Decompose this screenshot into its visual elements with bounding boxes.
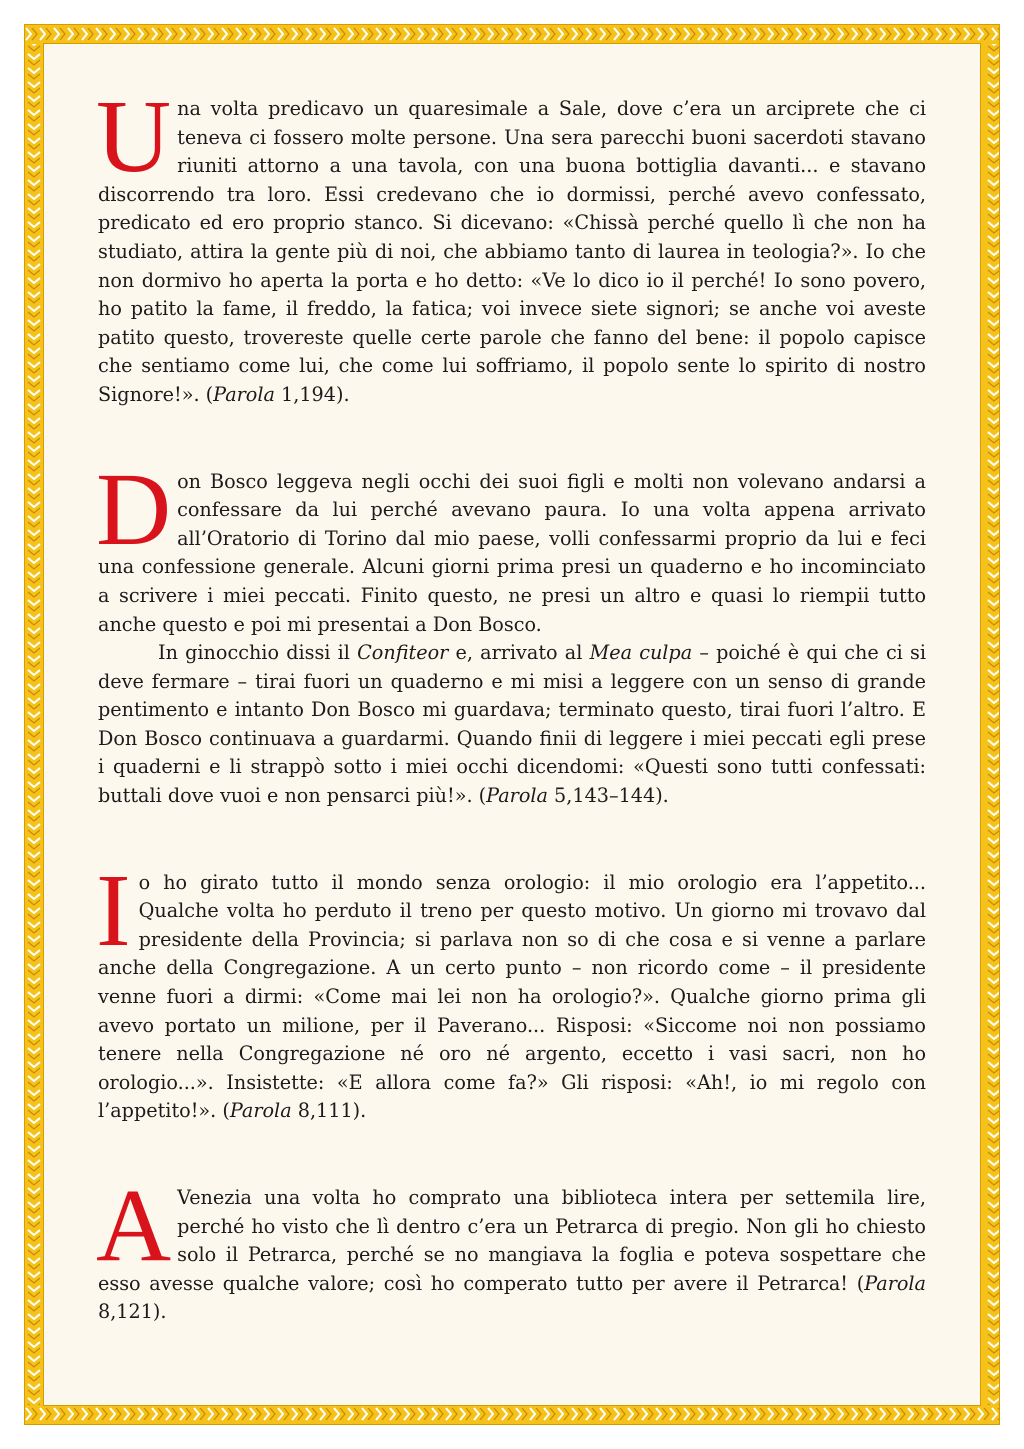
story-text: o ho girato tutto il mondo senza orologio: il mio orologio era l’appetito... Qualche volta ho perduto il treno per questo motivo. Un giorno mi trovavo dal presidente della Provincia; si parlava non so di che cosa e si venne a parlare anche della Congregazione. A un certo punto – non ricordo come – il presidente venne fuori a dirmi: «Come mai lei non ha orologio?». Qualche giorno prima gli avevo portato un milione, per il Paverano... Risposi: «Siccome noi non possiamo tenere nella Congregazione né oro né argento, eccetto i vasi sacri, non ho orologio...». Insistette: «E allora come fa?» Gli risposi: «Ah!, io mi regolo con l’appetito!». ( [98,870,926,1123]
reference-work: Parola [486,784,548,808]
latin-term: Confiteor [357,641,449,665]
story-3 [96,852,926,1126]
dropcap: D [96,451,172,567]
story-text: e, arrivato al [448,641,590,665]
reference-page: 5,143–144). [547,784,669,808]
reference-page: 8,121). [98,1300,167,1324]
story-2 [96,451,926,640]
story-4 [96,1168,926,1327]
reference-work: Parola [864,1271,926,1295]
page-content [96,79,926,1327]
story-text: on Bosco leggeva negli occhi dei suoi figli e molti non volevano andarsi a confessare da lui perché avevano paura. Io una volta appena arrivato all’Oratorio di Torino dal mio paese, volli confessarmi proprio da lui e feci una confessione generale. Alcuni giorni prima presi un quaderno e ho incominciato a scrivere i miei peccati. Finito questo, ne presi un altro e quasi lo riempii tutto anche questo e poi mi presentai a Don Bosco. [98,469,926,636]
story-text: – poiché è qui che ci si deve fermare – tirai fuori un quaderno e mi misi a leggere con un senso di grande pentimento e intanto Don Bosco mi guardava; terminato questo, tirai fuori l’altro. E Don Bosco continuava a guardarmi. Quando finii di leggere i miei peccati egli prese i quaderni e li strappò sotto i miei occhi dicendomi: «Questi sono tutti confessati: buttali dove vuoi e non pensarci più!». ( [98,641,926,808]
story-text: Venezia una volta ho comprato una biblioteca intera per settemila lire, perché ho visto che lì dentro c’era un Petrarca di pregio. Non gli ho chiesto solo il Petrarca, perché se no mangiava la foglia e poteva sospettare che esso avesse qualche valore; così ho comperato tutto per avere il Petrarca! ( [98,1186,926,1295]
dropcap: U [96,79,172,194]
latin-term: Mea culpa [589,641,693,665]
story-text: In ginocchio dissi il [158,641,358,665]
reference-work: Parola [213,382,275,406]
story-text: na volta predicavo un quaresimale a Sale, dove c’era un arciprete che ci teneva ci fossero molte persone. Una sera parecchi buoni sacerdoti stavano riuniti attorno a una tavola, con una buona bottiglia davanti... e stavano discorrendo tra loro. Essi credevano che io dormissi, perché avevo confessato, predicato ed ero proprio stanco. Si dicevano: «Chissà perché quello lì che non ha studiato, attira la gente più di noi, che abbiamo tanto di laurea in teologia?». Io che non dormivo ho aperta la porta e ho detto: «Ve lo dico io il perché! Io sono povero, ho patito la fame, il freddo, la fatica; voi invece siete signori; se anche voi aveste patito questo, trovereste quelle certe parole che fanno del bene: il popolo capisce che sentiamo come lui, che come lui soffriamo, il popolo sente lo spirito di nostro Signore!». ( [98,97,926,406]
reference-page: 1,194). [274,382,350,406]
reference-page: 8,111). [291,1099,367,1123]
dropcap: I [96,852,131,968]
story-2-continuation [98,639,926,811]
dropcap: A [96,1168,172,1283]
reference-work: Parola [229,1099,292,1123]
story-1 [96,79,926,410]
